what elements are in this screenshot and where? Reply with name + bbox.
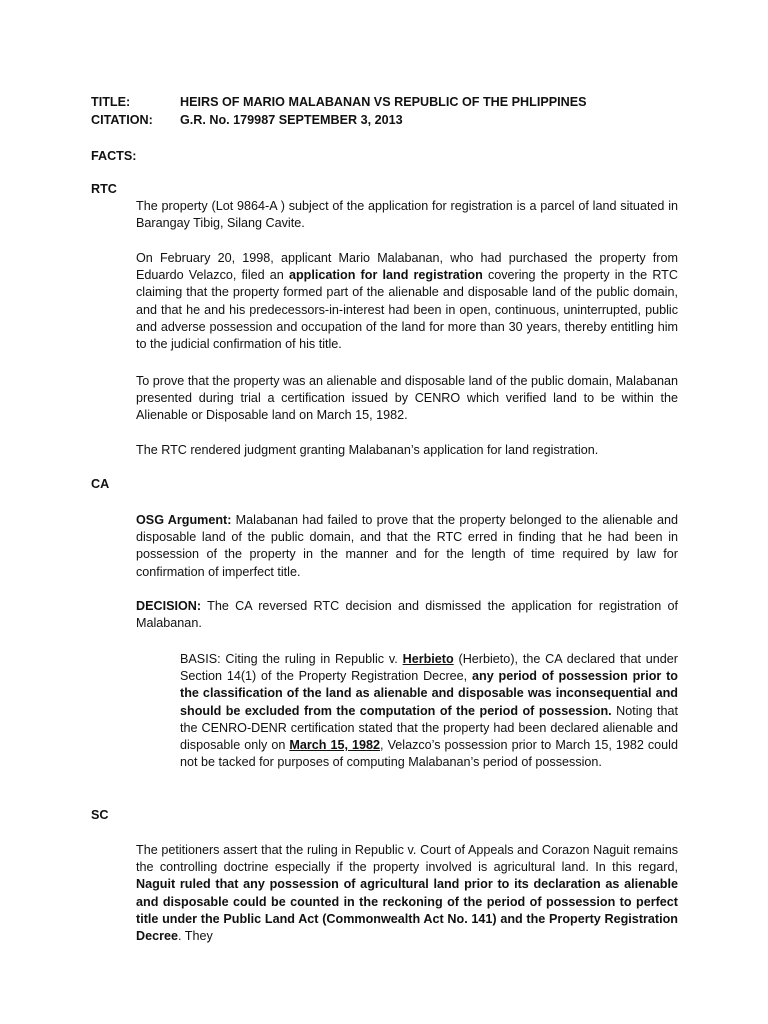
basis-text-d: , Velazco’s possession prior to March 15, 1982 could not be tacked for purposes of computing Malabanan’s period of possession. xyxy=(180,738,678,770)
rtc-p2-bold: application for land registration xyxy=(288,268,483,283)
decision-text: The CA reversed RTC decision and dismissed the application for registration of Malabanan. xyxy=(136,599,678,631)
herbieto-citation: Herbieto xyxy=(402,652,454,666)
ca-decision-paragraph xyxy=(136,598,678,632)
facts-heading: FACTS: xyxy=(91,149,137,163)
rtc-paragraph-3: To prove that the property was an alienable and disposable land of the public domain, Malabanan presented during trial a certification issued by CENRO which verified land to be within the Alienable or Disposable land on March 15, 1982. xyxy=(136,374,678,423)
sc-p1-bold: Naguit ruled that any possession of agricultural land prior to its declaration as alienable and disposable could be counted in the reckoning of the period of possession to perfect title under the Public Land Act (Commonwealth Act No. 141) and the Property Registration Decree xyxy=(136,877,678,944)
rtc-label: RTC xyxy=(91,182,117,196)
sc-p1-text-a: The petitioners assert that the ruling in Republic v. Court of Appeals and Corazon Naguit remains the controlling doctrine especially if the property involved is agricultural land. In this regard, xyxy=(136,843,678,875)
citation-label: CITATION: xyxy=(91,113,153,127)
sc-p1-text-b: . They xyxy=(178,929,213,944)
title-label: TITLE: xyxy=(91,95,131,109)
rtc-paragraph-4: The RTC rendered judgment granting Malabanan’s application for land registration. xyxy=(136,443,599,457)
osg-argument-label: OSG Argument: xyxy=(136,513,232,527)
decision-label: DECISION: xyxy=(136,599,202,613)
rtc-paragraph-2 xyxy=(136,250,678,353)
citation-value: G.R. No. 179987 SEPTEMBER 3, 2013 xyxy=(180,113,403,127)
ca-label: CA xyxy=(91,477,110,491)
sc-paragraph-1 xyxy=(136,842,678,945)
title-value: HEIRS OF MARIO MALABANAN VS REPUBLIC OF THE PHLIPPINES xyxy=(180,95,587,109)
rtc-p2-text-c: covering the property in the RTC claiming that the property formed part of the alienable and disposable land of the public domain, and that he and his predecessors-in-interest had been in open, continuous, uninterrupted, public and adverse possession and occupation of the land for more than 30 years, thereby entitling him to the judicial confirmation of his title. xyxy=(136,268,678,352)
sc-label: SC xyxy=(91,808,109,822)
basis-text-b: (Herbieto), the CA declared that under Section 14(1) of the Property Registration Decree, xyxy=(180,652,678,684)
ca-basis-paragraph xyxy=(180,651,678,771)
basis-text-a: BASIS: Citing the ruling in Republic v. xyxy=(180,652,403,666)
basis-bold-holding: any period of possession prior to the classification of the land as alienable and disposable was inconsequential and should be excluded from the computation of the period of possession. xyxy=(180,669,678,718)
osg-argument-text: Malabanan had failed to prove that the property belonged to the alienable and disposable land of the public domain, and that the RTC erred in finding that he had been in possession of the property in the manner and for the length of time required by law for confirmation of imperfect title. xyxy=(136,513,678,579)
rtc-p2-text-a: On February 20, 1998, applicant Mario Malabanan, who had purchased the property from Eduardo Velazco, filed an xyxy=(136,251,678,283)
basis-text-c: Noting that the CENRO-DENR certification stated that the property had been declared alienable and disposable only on xyxy=(180,703,678,753)
basis-date: March 15, 1982 xyxy=(289,738,381,753)
rtc-paragraph-1: The property (Lot 9864-A ) subject of the application for registration is a parcel of land situated in Barangay Tibig, Silang Cavite. xyxy=(136,199,678,231)
ca-osg-paragraph xyxy=(136,512,678,581)
